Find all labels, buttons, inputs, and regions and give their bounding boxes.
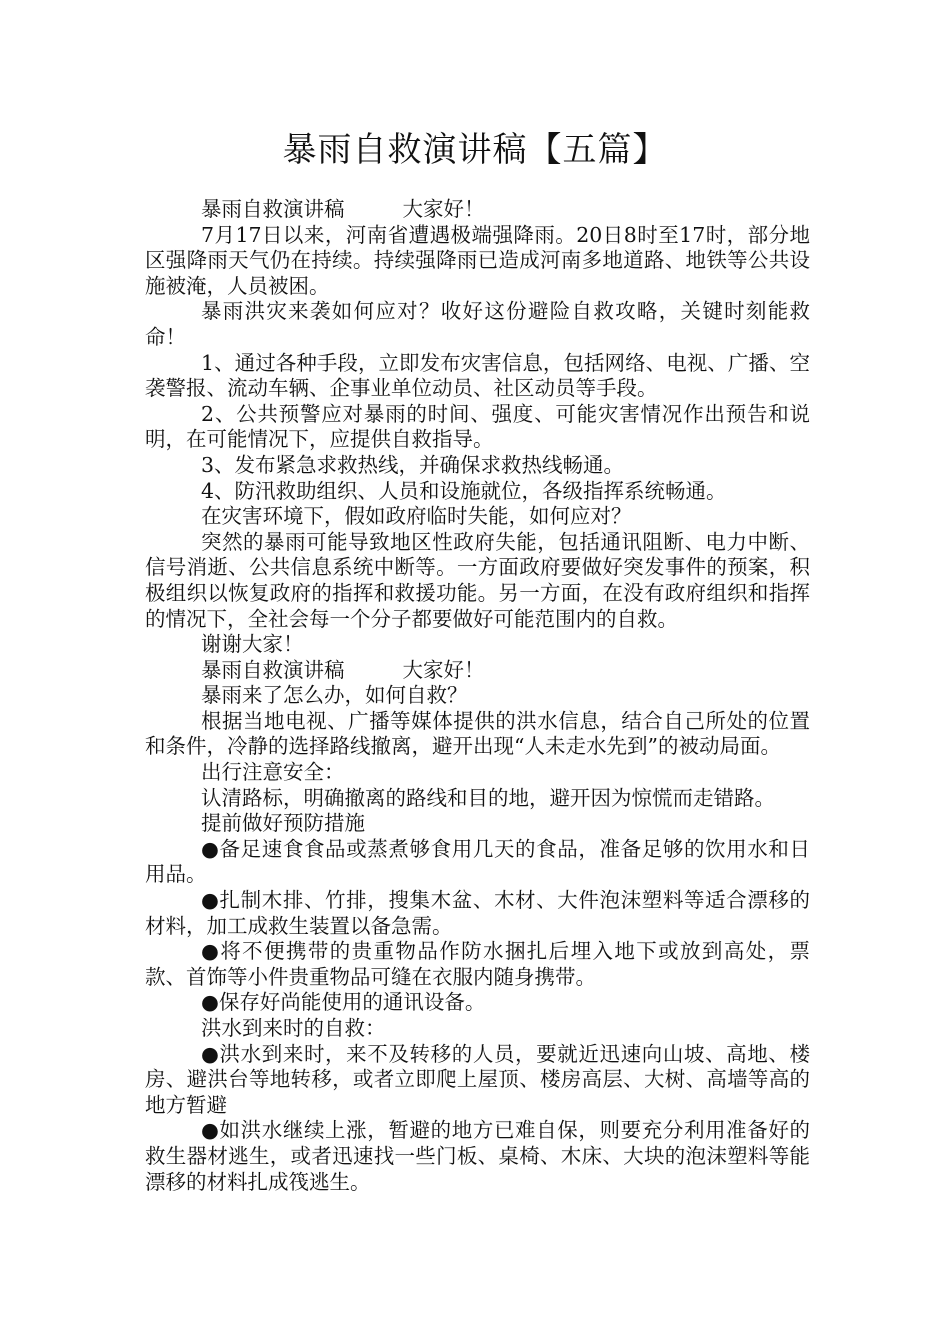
- document-body: [145, 197, 810, 1195]
- bullet-item: ●如洪水继续上涨，暂避的地方已难自保，则要充分利用准备好的救生器材逃生，或者迅速找一些门板、桌椅、木床、大块的泡沫塑料等能漂移的材料扎成筏逃生。: [145, 1118, 810, 1194]
- paragraph: 根据当地电视、广播等媒体提供的洪水信息，结合自己所处的位置和条件，冷静的选择路线撤离，避开出现“人未走水先到”的被动局面。: [145, 708, 810, 759]
- list-item: 1、通过各种手段，立即发布灾害信息，包括网络、电视、广播、空袭警报、流动车辆、企事业单位动员、社区动员等手段。: [145, 350, 810, 401]
- speech-title-1: 暴雨自救演讲稿: [201, 197, 345, 221]
- paragraph: 突然的暴雨可能导致地区性政府失能，包括通讯阻断、电力中断、信号消逝、公共信息系统中断等。一方面政府要做好突发事件的预案，积极组织以恢复政府的指挥和救援功能。另一方面，在没有政府组织和指挥的情况下，全社会每一个分子都要做好可能范围内的自救。: [145, 529, 810, 631]
- greeting-1: 大家好！: [402, 197, 485, 221]
- paragraph-heading-2: [145, 658, 810, 684]
- closing-line: 谢谢大家！: [201, 632, 304, 657]
- list-item: 3、发布紧急求救热线，并确保求救热线畅通。: [201, 452, 625, 477]
- list-item: 4、防汛救助组织、人员和设施就位，各级指挥系统畅通。: [201, 478, 727, 503]
- section-label: 出行注意安全：: [201, 760, 345, 785]
- bullet-item: ●洪水到来时，来不及转移的人员，要就近迅速向山坡、高地、楼房、避洪台等地转移，或者立即爬上屋顶、楼房高层、大树、高墙等高的地方暂避: [145, 1041, 810, 1117]
- paragraph: 7月17日以来，河南省遭遇极端强降雨。20日8时至17时，部分地区强降雨天气仍在持续。持续强降雨已造成河南多地道路、地铁等公共设施被淹，人员被困。: [145, 222, 810, 298]
- speech-title-2: 暴雨自救演讲稿: [201, 657, 345, 682]
- document-title: 暴雨自救演讲稿【五篇】: [282, 130, 668, 170]
- bullet-item: ●备足速食食品或蒸煮够食用几天的食品，准备足够的饮用水和日用品。: [145, 836, 810, 887]
- paragraph: 认清路标，明确撤离的路线和目的地，避开因为惊慌而走错路。: [201, 785, 775, 810]
- paragraph-heading-1: [145, 197, 810, 223]
- greeting-2: 大家好！: [402, 657, 485, 682]
- section-label: 提前做好预防措施: [201, 811, 365, 836]
- bullet-item: ●将不便携带的贵重物品作防水捆扎后埋入地下或放到高处，票款、首饰等小件贵重物品可缝在衣服内随身携带。: [145, 939, 810, 989]
- bullet-item: ●保存好尚能使用的通讯设备。: [201, 990, 486, 1015]
- section-label: 洪水到来时的自救：: [201, 1016, 386, 1040]
- bullet-item: ●扎制木排、竹排，搜集木盆、木材、大件泡沫塑料等适合漂移的材料，加工成救生装置以备急需。: [145, 888, 810, 938]
- paragraph: 暴雨来了怎么办，如何自救？: [201, 683, 468, 708]
- paragraph: 暴雨洪灾来袭如何应对？收好这份避险自救攻略，关键时刻能救命！: [145, 299, 810, 349]
- paragraph: 在灾害环境下，假如政府临时失能，如何应对？: [201, 504, 632, 529]
- list-item: 2、公共预警应对暴雨的时间、强度、可能灾害情况作出预告和说明，在可能情况下，应提供自救指导。: [145, 401, 810, 452]
